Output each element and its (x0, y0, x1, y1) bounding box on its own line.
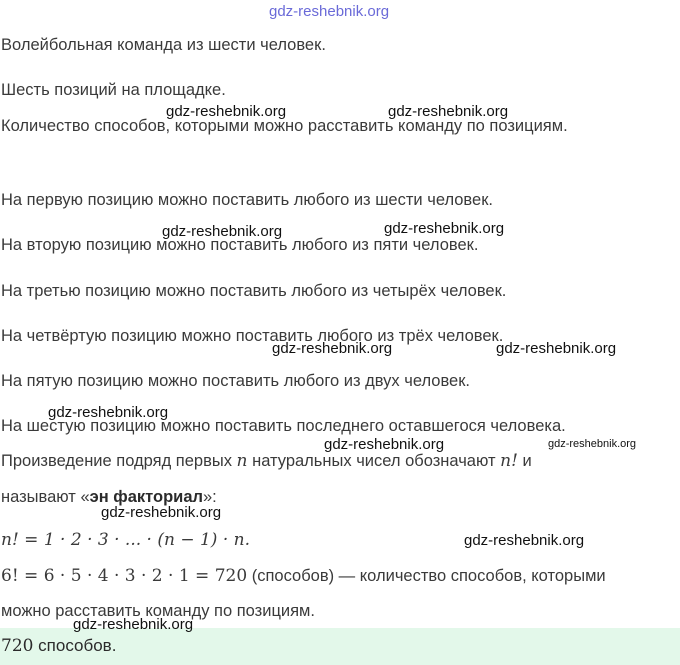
watermark: gdz-reshebnik.org (388, 103, 509, 120)
text-line-3: Количество способов, которыми можно расставить команду по позициям. (1, 117, 568, 135)
watermark: gdz-reshebnik.org (384, 220, 505, 237)
text-line-7: На четвёртую позицию можно поставить любого из трёх человек. (1, 327, 504, 345)
factorial-calc-tail: (способов) — количество способов, которыми (247, 567, 606, 585)
watermark: gdz-reshebnik.org (548, 438, 637, 450)
text-line-5: На вторую позицию можно поставить любого из пяти человек. (1, 236, 479, 254)
factorial-calc-expr: 6! = 6 · 5 · 4 · 3 · 2 · 1 = 720 (1, 566, 248, 586)
watermark: gdz-reshebnik.org (73, 616, 194, 633)
watermark: gdz-reshebnik.org (101, 504, 222, 521)
watermark: gdz-reshebnik.org (166, 103, 287, 120)
factorial-name-b: »: (202, 488, 217, 506)
watermark: gdz-reshebnik.org (272, 340, 393, 357)
answer-text (1, 636, 116, 656)
watermark: gdz-reshebnik.org (269, 3, 390, 20)
factorial-calc-tail2: можно расставить команду по позициям. (1, 602, 315, 620)
watermark: gdz-reshebnik.org (496, 340, 617, 357)
text-line-2: Шесть позиций на площадке. (1, 81, 226, 99)
math-n: n (236, 451, 248, 471)
text-line-1: Волейбольная команда из шести человек. (1, 36, 326, 54)
factorial-name-bold: эн факториал (89, 488, 203, 506)
watermark: gdz-reshebnik.org (324, 436, 445, 453)
answer-number: 720 (1, 636, 34, 656)
watermark: gdz-reshebnik.org (162, 223, 283, 240)
text-line-8: На пятую позицию можно поставить любого из двух человек. (1, 372, 471, 390)
math-n-factorial: n! (500, 451, 518, 471)
factorial-intro-c: и (517, 452, 532, 470)
answer-unit: способов. (33, 636, 117, 655)
text-line-9: На шестую позицию можно поставить последнего оставшегося человека. (1, 417, 566, 435)
factorial-calc (1, 566, 606, 586)
watermark: gdz-reshebnik.org (464, 532, 585, 549)
watermark: gdz-reshebnik.org (48, 404, 169, 421)
factorial-intro-b: натуральных чисел обозначают (247, 452, 501, 470)
text-line-4: На первую позицию можно поставить любого из шести человек. (1, 191, 493, 209)
factorial-intro (1, 451, 532, 471)
factorial-formula: n! = 1 · 2 · 3 · ... · (n − 1) · n. (1, 530, 250, 550)
answer-box (0, 628, 680, 665)
factorial-intro-a: Произведение подряд первых (1, 452, 237, 470)
factorial-name-a: называют « (1, 488, 90, 506)
text-line-6: На третью позицию можно поставить любого из четырёх человек. (1, 282, 507, 300)
